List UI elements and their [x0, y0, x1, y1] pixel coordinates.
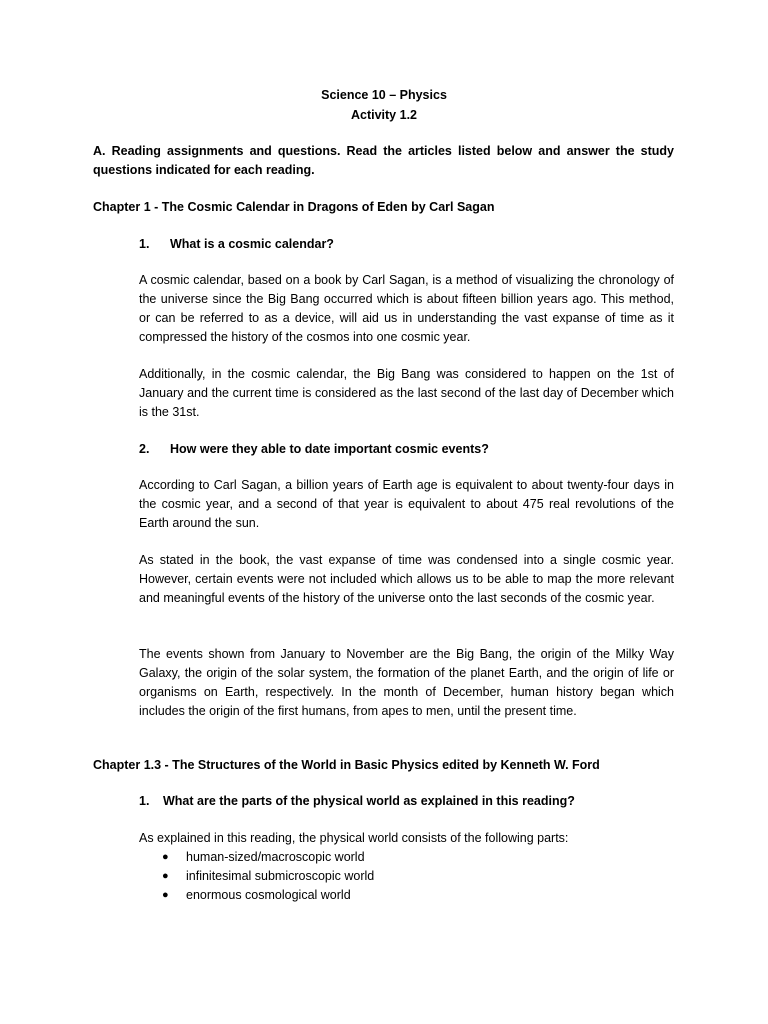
ch13-q1-number: 1.	[139, 794, 150, 808]
document-title: Science 10 – Physics	[321, 88, 447, 102]
list-item: infinitesimal submicroscopic world	[186, 869, 375, 883]
ch1-q2-question: How were they able to date important cosmic events?	[170, 442, 489, 456]
ch1-q2-answer-p3: The events shown from January to November are the Big Bang, the origin of the Milky Way Galaxy, the origin of the solar system, the formation of the planet Earth, and the origin of life or organisms on Earth, respectively. In the month of December, human history began which includes the origin of the first humans, from apes to men, until the present time.	[139, 647, 674, 718]
instructions: A. Reading assignments and questions. Read the articles listed below and answer the study questions indicated for each reading.	[93, 144, 674, 177]
list-item: human-sized/macroscopic world	[186, 850, 365, 864]
ch1-q1-question: What is a cosmic calendar?	[170, 237, 334, 251]
ch1-q2-number: 2.	[139, 442, 150, 456]
ch1-q1-answer-p2: Additionally, in the cosmic calendar, the Big Bang was considered to happen on the 1st of January and the current time is considered as the last second of the last day of December which is the 31st.	[139, 367, 674, 419]
bullet-icon: ●	[162, 870, 169, 882]
list-item: enormous cosmological world	[186, 888, 351, 902]
ch1-q2-answer-p2: As stated in the book, the vast expanse of time was condensed into a single cosmic year. However, certain events were not included which allows us to be able to map the more relevant and meaningful events of the history of the universe onto the last seconds of the cosmic year.	[139, 553, 674, 605]
ch1-q1-number: 1.	[139, 237, 150, 251]
activity-label: Activity 1.2	[350, 108, 417, 122]
chapter1-heading: Chapter 1 - The Cosmic Calendar in Dragons of Eden by Carl Sagan	[93, 200, 495, 214]
ch13-q1-answer-intro: As explained in this reading, the physical world consists of the following parts:	[139, 831, 569, 845]
ch1-q1-answer-p1: A cosmic calendar, based on a book by Carl Sagan, is a method of visualizing the chronology of the universe since the Big Bang occurred which is about fifteen billion years ago. This method, or can be referred to as a device, will aid us in understanding the vast expanse of time as it compressed the history of the cosmos into one cosmic year.	[139, 273, 674, 344]
ch1-q2-answer-p1: According to Carl Sagan, a billion years of Earth age is equivalent to about twenty-four days in the cosmic year, and a second of that year is equivalent to about 475 real revolutions of the Earth around the sun.	[139, 478, 674, 530]
bullet-icon: ●	[162, 851, 169, 863]
ch13-q1-question: What are the parts of the physical world as explained in this reading?	[163, 794, 575, 808]
bullet-icon: ●	[162, 889, 169, 901]
chapter13-heading: Chapter 1.3 - The Structures of the World in Basic Physics edited by Kenneth W. Ford	[93, 758, 600, 772]
